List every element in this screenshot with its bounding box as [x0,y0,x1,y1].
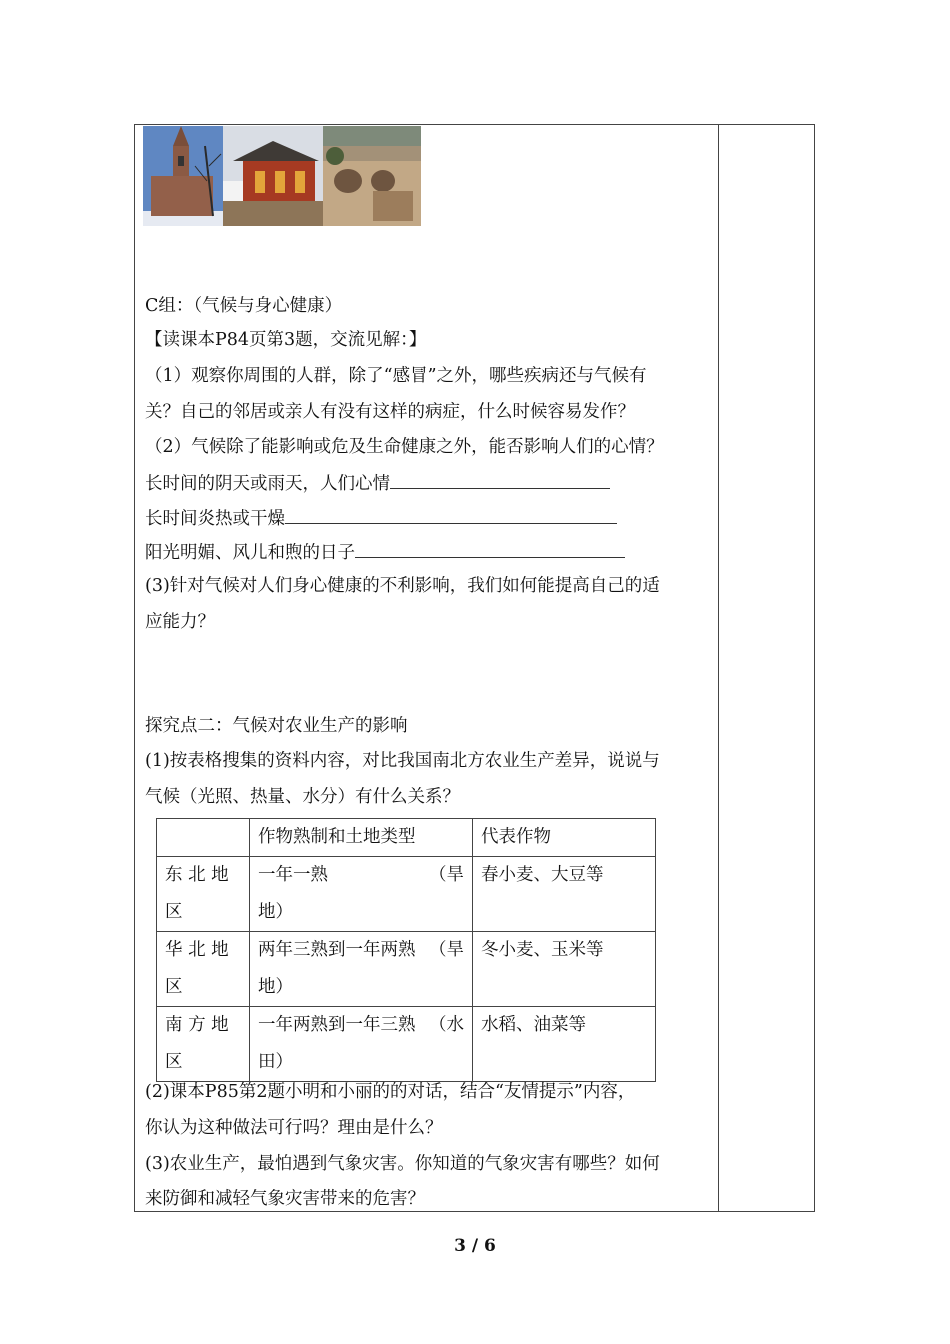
temple-photo [223,126,323,226]
question-two-2-line2: 你认为这种做法可行吗？理由是什么？ [145,1118,443,1138]
answer-blank-1[interactable] [390,472,610,489]
crops-cell: 水稻、油菜等 [473,1007,656,1082]
section-c-heading: C组：（气候与身心健康） [145,296,343,316]
region-cell: 南 方 地 区 [157,1007,250,1082]
system-cell: 两年三熟到一年两熟 （旱 地） [250,932,473,1007]
question-two-1-line1: (1)按表格搜集的资料内容，对比我国南北方农业生产差异，说说与 [145,751,660,771]
table-header-row [157,819,656,857]
question-c3-line2: 应能力？ [145,612,215,632]
crops-cell: 春小麦、大豆等 [473,857,656,932]
system-cell: 一年两熟到一年三熟 （水 田） [250,1007,473,1082]
fill-in-line-3 [145,541,625,563]
crop-table [156,818,656,1082]
fill-in-line-1 [145,472,610,494]
table-row [157,932,656,1007]
fill-in-line-2 [145,507,617,529]
question-two-3-line2: 来防御和减轻气象灾害带来的危害？ [145,1189,425,1209]
question-c1-line1: （1）观察你周围的人群，除了“感冒”之外，哪些疾病还与气候有 [145,366,647,386]
fill-in-label-1: 长时间的阴天或雨天，人们心情 [145,474,390,494]
region-cell: 东 北 地 区 [157,857,250,932]
region-cell: 华 北 地 区 [157,932,250,1007]
system-cell: 一年一熟 （旱 地） [250,857,473,932]
section-two-heading: 探究点二：气候对农业生产的影响 [145,716,408,736]
crops-cell: 冬小麦、玉米等 [473,932,656,1007]
answer-blank-2[interactable] [285,507,617,524]
table-row [157,1007,656,1082]
table-row [157,857,656,932]
church-photo [143,126,223,226]
answer-blank-3[interactable] [355,541,625,558]
cave-dwelling-photo [323,126,421,226]
header-cell-system: 作物熟制和土地类型 [250,819,473,857]
question-two-2-line1: (2)课本P85第2题小明和小丽的的对话，结合“友情提示”内容， [145,1082,636,1102]
question-c3-line1: (3)针对气候对人们身心健康的不利影响，我们如何能提高自己的适 [145,576,660,596]
question-c1-line2: 关？自己的邻居或亲人有没有这样的病症，什么时候容易发作？ [145,402,635,422]
fill-in-label-3: 阳光明媚、风儿和煦的日子 [145,543,355,563]
photo-strip [143,126,421,226]
header-cell-region [157,819,250,857]
header-cell-crops: 代表作物 [473,819,656,857]
fill-in-label-2: 长时间炎热或干燥 [145,509,285,529]
question-two-1-line2: 气候（光照、热量、水分）有什么关系？ [145,787,460,807]
question-two-3-line1: (3)农业生产，最怕遇到气象灾害。你知道的气象灾害有哪些？如何 [145,1154,660,1174]
read-instruction: 【读课本P84页第3题，交流见解：】 [145,330,427,350]
table-column-divider [718,124,719,1212]
question-c2-line1: （2）气候除了能影响或危及生命健康之外，能否影响人们的心情？ [145,437,664,457]
page-number: 3 / 6 [454,1236,496,1256]
